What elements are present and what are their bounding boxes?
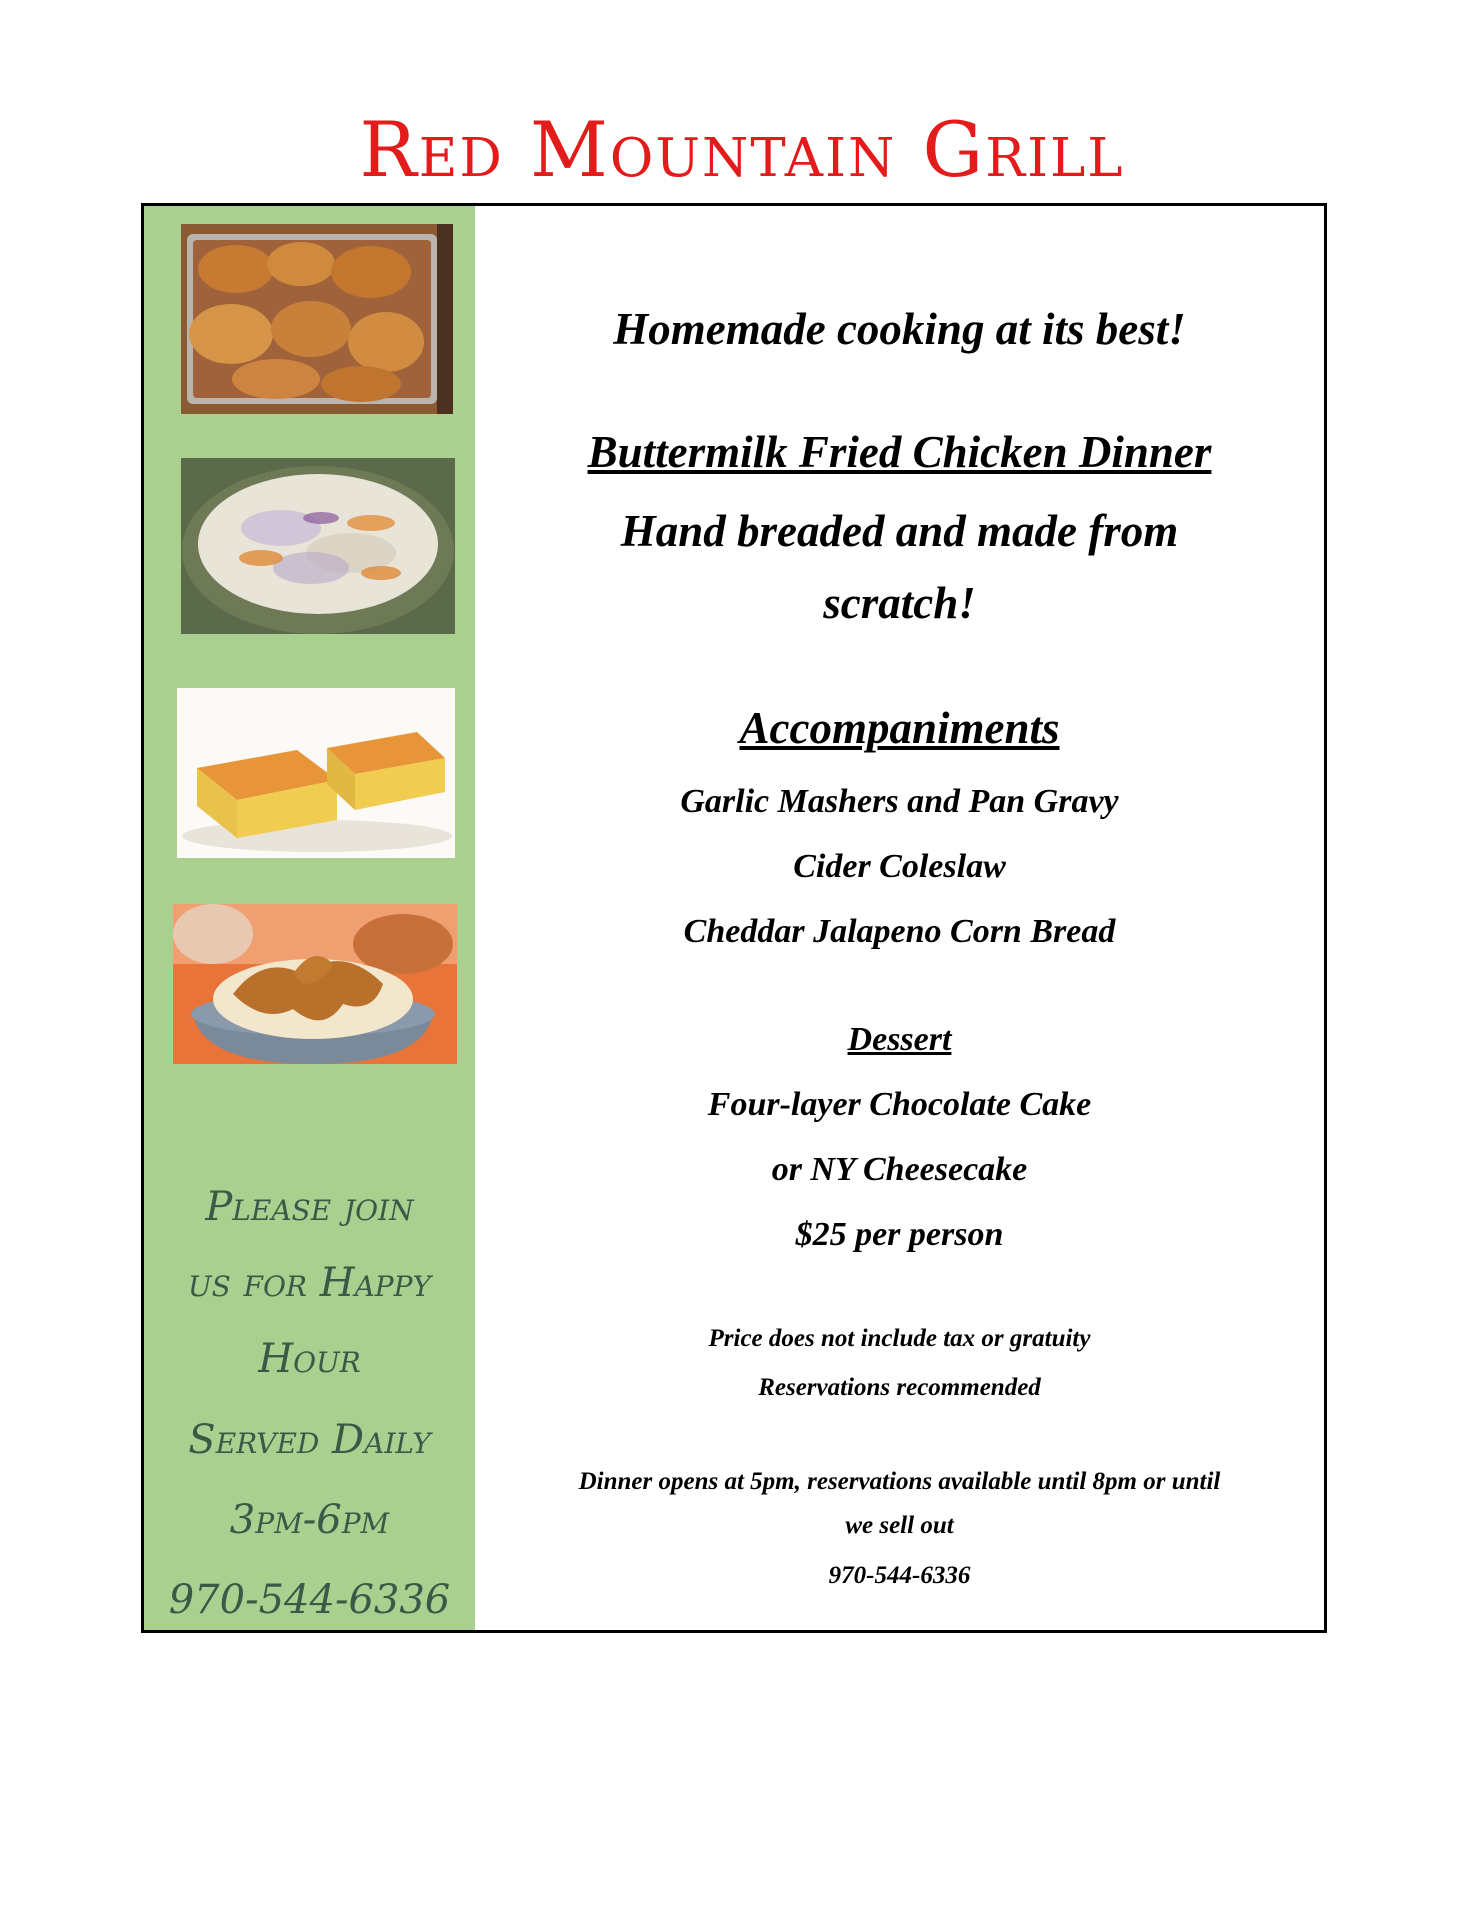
sidebar-happy-hour-line-1: Please join bbox=[205, 1184, 414, 1230]
menu-frame bbox=[141, 203, 1327, 1633]
dessert-line-2: or NY Cheesecake bbox=[771, 1151, 1028, 1188]
dessert-heading-text: Dessert bbox=[847, 1021, 952, 1058]
accompaniments-heading-text: Accompaniments bbox=[739, 703, 1060, 753]
sidebar-happy-hour-line-3: Hour bbox=[258, 1336, 361, 1382]
sidebar bbox=[144, 206, 475, 1630]
menu-content bbox=[475, 206, 1324, 1630]
dinner-description-line-1: Hand breaded and made from bbox=[620, 506, 1179, 556]
price: $25 per person bbox=[795, 1216, 1004, 1253]
mashed-potatoes-photo bbox=[173, 904, 457, 1064]
dessert-line-1: Four-layer Chocolate Cake bbox=[707, 1086, 1092, 1123]
sidebar-phone: 970-544-6336 bbox=[168, 1577, 451, 1623]
dinner-heading-text: Buttermilk Fried Chicken Dinner bbox=[587, 427, 1212, 477]
dinner-heading bbox=[475, 425, 1324, 479]
sidebar-served-daily: Served Daily bbox=[188, 1417, 431, 1463]
page-title: Red Mountain Grill bbox=[359, 105, 1125, 194]
reservations-note: Reservations recommended bbox=[758, 1374, 1041, 1401]
sidebar-hours: 3pm-6pm bbox=[229, 1497, 390, 1543]
accompaniments-heading bbox=[475, 701, 1324, 755]
dessert-heading bbox=[475, 1020, 1324, 1061]
phone-number: 970-544-6336 bbox=[828, 1562, 971, 1589]
tax-note: Price does not include tax or gratuity bbox=[708, 1325, 1091, 1352]
coleslaw-photo bbox=[181, 458, 455, 634]
sidebar-happy-hour-line-2: us for Happy bbox=[188, 1260, 431, 1306]
hours-note-line-1: Dinner opens at 5pm, reservations available until 8pm or until bbox=[578, 1468, 1221, 1495]
fried-chicken-photo bbox=[181, 224, 453, 414]
dinner-description-line-2: scratch! bbox=[823, 578, 976, 628]
hours-note-line-2: we sell out bbox=[845, 1512, 954, 1539]
corn-bread-photo bbox=[177, 688, 455, 858]
tagline: Homemade cooking at its best! bbox=[613, 304, 1186, 354]
accompaniment-item: Garlic Mashers and Pan Gravy bbox=[680, 783, 1119, 820]
accompaniment-item: Cider Coleslaw bbox=[793, 848, 1006, 885]
accompaniment-item: Cheddar Jalapeno Corn Bread bbox=[683, 913, 1116, 950]
